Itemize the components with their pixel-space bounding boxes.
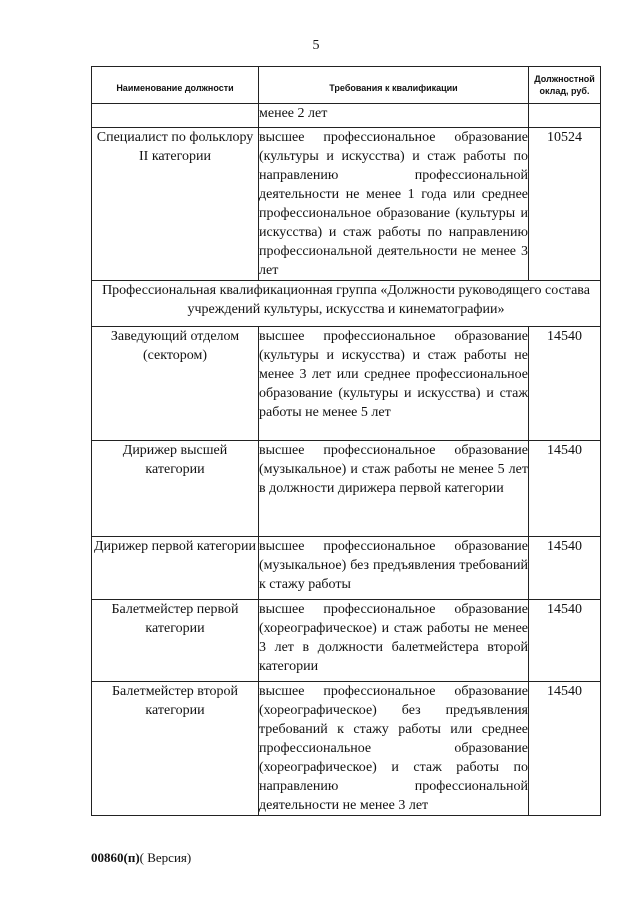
table-row [92, 441, 601, 537]
requirements-cell: высшее профессиональное образование (музыкальное) без предъявления требований к стажу работы [259, 537, 529, 600]
position-cell: Дирижер высшей категории [92, 441, 259, 537]
salary-cell: 10524 [529, 128, 601, 281]
requirements-cell: высшее профессиональное образование (хореографическое) без предъявления требований к стажу работы или среднее профессиональное образование (хореографическое) и стаж работы по направлению профессиональной деятельности не менее 3 лет [259, 682, 529, 816]
group-row [92, 281, 601, 327]
header-position: Наименование должности [92, 67, 259, 104]
salary-cell: 14540 [529, 537, 601, 600]
qualification-table [91, 66, 601, 816]
salary-cell: 14540 [529, 441, 601, 537]
table-row [92, 128, 601, 281]
page-number: 5 [312, 38, 320, 53]
position-cell: Балетмейстер второй категории [92, 682, 259, 816]
requirements-cell: высшее профессиональное образование (музыкальное) и стаж работы не менее 5 лет в должности дирижера первой категории [259, 441, 529, 537]
document-code: 00860(п) [91, 850, 140, 865]
table-header-row [92, 67, 601, 104]
requirements-cell: высшее профессиональное образование (хореографическое) и стаж работы не менее 3 лет в должности балетмейстера второй категории [259, 600, 529, 682]
salary-cell: 14540 [529, 327, 601, 441]
table-row [92, 682, 601, 816]
document-version: ( Версия) [139, 850, 192, 865]
position-cell: Заведующий отделом (сектором) [92, 327, 259, 441]
requirements-cell: менее 2 лет [259, 104, 529, 128]
position-cell [92, 104, 259, 128]
position-cell: Специалист по фольклору II категории [92, 128, 259, 281]
position-cell: Балетмейстер первой категории [92, 600, 259, 682]
group-heading: Профессиональная квалификационная группа «Должности руководящего состава учреждений культуры, искусства и кинематографии» [92, 281, 601, 327]
table-row [92, 600, 601, 682]
table-row [92, 327, 601, 441]
table-row [92, 104, 601, 128]
header-salary: Должностной оклад, руб. [529, 67, 601, 104]
requirements-cell: высшее профессиональное образование (культуры и искусства) и стаж работы по направлению профессиональной деятельности не менее 1 года или среднее профессиональное образование (культуры и искусства) и стаж работы по направлению профессиональной деятельности не менее 3 лет [259, 128, 529, 281]
requirements-cell: высшее профессиональное образование (культуры и искусства) и стаж работы не менее 3 лет или среднее профессиональное образование (культуры и искусства) и стаж работы не менее 5 лет [259, 327, 529, 441]
position-cell: Дирижер первой категории [92, 537, 259, 600]
salary-cell: 14540 [529, 682, 601, 816]
header-requirements: Требования к квалификации [259, 67, 529, 104]
table-row [92, 537, 601, 600]
document-footer [91, 850, 191, 866]
salary-cell [529, 104, 601, 128]
salary-cell: 14540 [529, 600, 601, 682]
